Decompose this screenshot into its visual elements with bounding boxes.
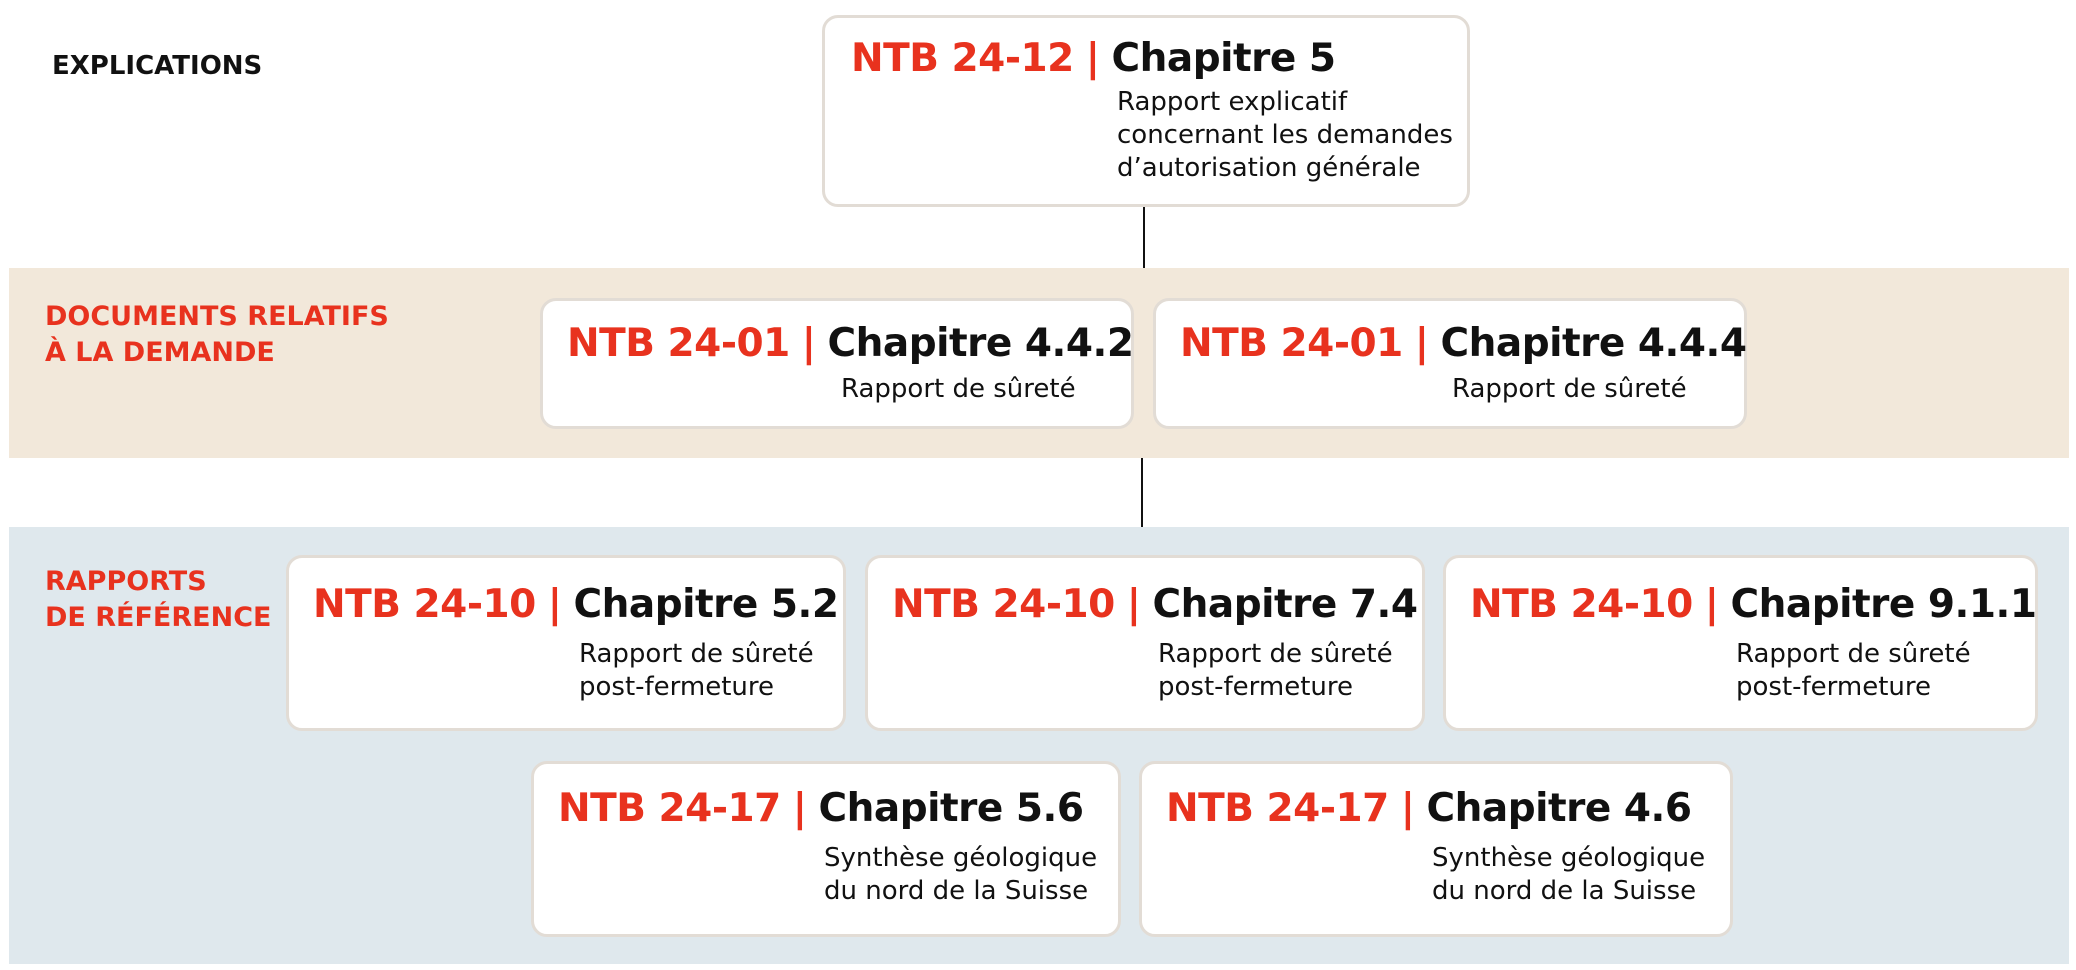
card-heading bbox=[558, 786, 1084, 832]
card-code: NTB 24-10 bbox=[313, 582, 536, 627]
card-chapter: Chapitre 5.6 bbox=[818, 786, 1084, 831]
card-description bbox=[841, 373, 1076, 406]
card-separator: | bbox=[1704, 582, 1719, 627]
card-description-line: du nord de la Suisse bbox=[1432, 876, 1697, 906]
section-label-documents bbox=[45, 299, 389, 371]
card-description-line: d’autorisation générale bbox=[1117, 153, 1421, 183]
document-card-ntb-24-10-ch5-2 bbox=[286, 555, 846, 731]
card-chapter: Chapitre 9.1.1 bbox=[1730, 582, 2037, 627]
card-code: NTB 24-12 bbox=[851, 36, 1074, 81]
document-card-ntb-24-01-ch4-4-4 bbox=[1153, 298, 1747, 429]
card-separator: | bbox=[547, 582, 562, 627]
card-description bbox=[1736, 638, 1971, 704]
document-card-ntb-24-10-ch7-4 bbox=[865, 555, 1425, 731]
card-description bbox=[579, 638, 814, 704]
card-description bbox=[1452, 373, 1687, 406]
document-card-ntb-24-17-ch4-6 bbox=[1139, 761, 1733, 937]
card-code: NTB 24-10 bbox=[1470, 582, 1693, 627]
card-heading bbox=[567, 321, 1133, 367]
card-description-line: post-fermeture bbox=[1158, 672, 1354, 702]
card-description-line: concernant les demandes bbox=[1117, 120, 1453, 150]
card-chapter: Chapitre 5 bbox=[1111, 36, 1336, 81]
card-chapter: Chapitre 4.4.4 bbox=[1440, 321, 1747, 366]
card-description-line: Rapport de sûreté bbox=[841, 374, 1076, 404]
section-label-line: RAPPORTS bbox=[45, 566, 207, 597]
card-heading bbox=[892, 582, 1418, 628]
card-separator: | bbox=[1126, 582, 1141, 627]
card-chapter: Chapitre 4.4.2 bbox=[827, 321, 1134, 366]
card-description-line: Rapport de sûreté bbox=[1736, 639, 1971, 669]
card-heading bbox=[313, 582, 839, 628]
section-label-line: DE RÉFÉRENCE bbox=[45, 602, 272, 633]
connector-line-explanations-documents bbox=[1143, 206, 1145, 268]
document-card-ntb-24-01-ch4-4-2 bbox=[540, 298, 1134, 429]
card-description-line: Rapport de sûreté bbox=[1452, 374, 1687, 404]
card-description-line: post-fermeture bbox=[579, 672, 775, 702]
card-description bbox=[1117, 86, 1453, 185]
card-description bbox=[1432, 842, 1705, 908]
section-label-line: À LA DEMANDE bbox=[45, 337, 275, 368]
card-description-line: Synthèse géologique bbox=[1432, 843, 1706, 873]
section-label-text: EXPLICATIONS bbox=[52, 51, 263, 81]
card-chapter: Chapitre 4.6 bbox=[1426, 786, 1692, 831]
section-label-line: DOCUMENTS RELATIFS bbox=[45, 301, 389, 332]
document-card-ntb-24-17-ch5-6 bbox=[531, 761, 1121, 937]
card-description-line: Rapport de sûreté bbox=[579, 639, 814, 669]
card-description-line: du nord de la Suisse bbox=[824, 876, 1089, 906]
card-heading bbox=[851, 36, 1336, 82]
card-code: NTB 24-01 bbox=[567, 321, 790, 366]
card-separator: | bbox=[1414, 321, 1429, 366]
card-code: NTB 24-17 bbox=[558, 786, 781, 831]
card-separator: | bbox=[1085, 36, 1100, 81]
document-card-ntb-24-12-ch5 bbox=[822, 15, 1470, 207]
connector-line-documents-references bbox=[1141, 458, 1143, 527]
card-heading bbox=[1180, 321, 1746, 367]
card-separator: | bbox=[1400, 786, 1415, 831]
card-heading bbox=[1166, 786, 1692, 832]
card-description bbox=[824, 842, 1097, 908]
card-description-line: Synthèse géologique bbox=[824, 843, 1098, 873]
card-code: NTB 24-01 bbox=[1180, 321, 1403, 366]
card-description-line: post-fermeture bbox=[1736, 672, 1932, 702]
card-description-line: Rapport explicatif bbox=[1117, 87, 1348, 117]
card-separator: | bbox=[792, 786, 807, 831]
card-code: NTB 24-10 bbox=[892, 582, 1115, 627]
document-card-ntb-24-10-ch9-1-1 bbox=[1443, 555, 2038, 731]
card-chapter: Chapitre 7.4 bbox=[1152, 582, 1418, 627]
card-code: NTB 24-17 bbox=[1166, 786, 1389, 831]
section-label-explanations bbox=[52, 48, 262, 84]
card-description-line: Rapport de sûreté bbox=[1158, 639, 1393, 669]
card-chapter: Chapitre 5.2 bbox=[573, 582, 839, 627]
card-separator: | bbox=[801, 321, 816, 366]
card-heading bbox=[1470, 582, 2036, 628]
card-description bbox=[1158, 638, 1393, 704]
section-label-references bbox=[45, 564, 271, 636]
